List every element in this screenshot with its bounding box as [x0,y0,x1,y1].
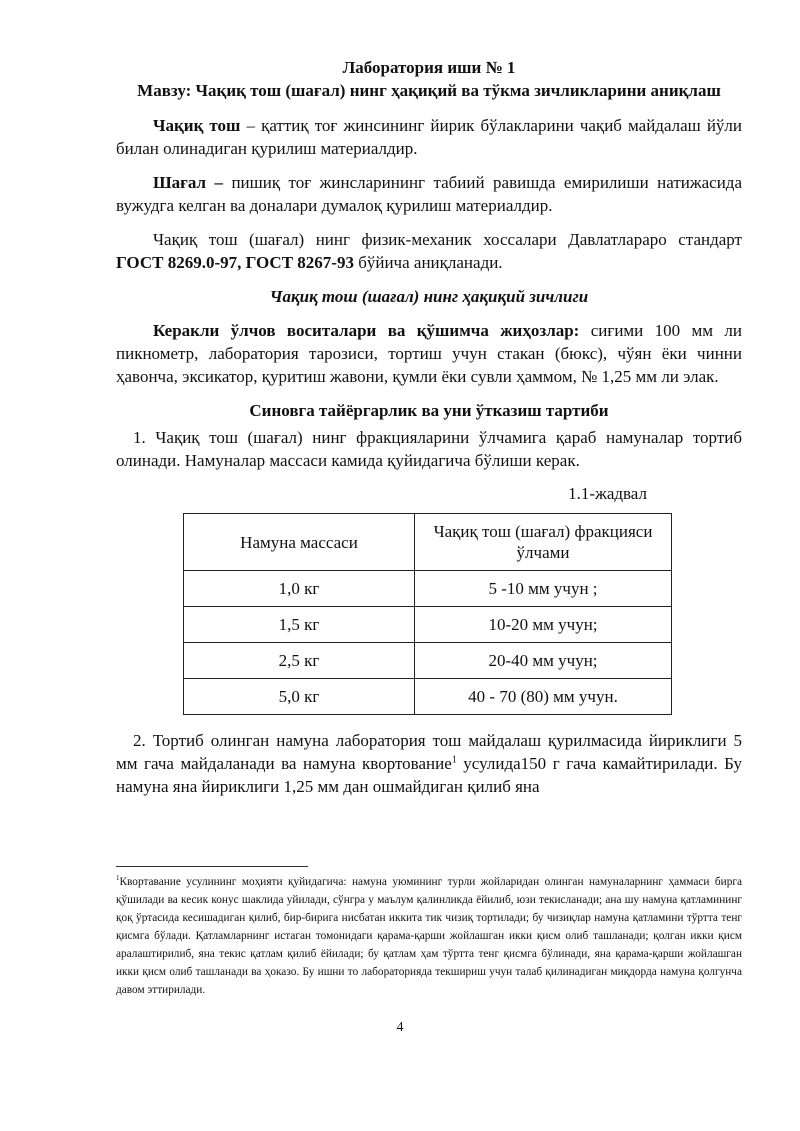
footnote [116,873,742,999]
table-cell: 5,0 кг [184,679,415,715]
term-gravel: Шағал – [153,173,224,192]
footnote-reference[interactable]: 1 [451,754,457,766]
table-header-row [184,514,672,571]
table-cell: 1,5 кг [184,607,415,643]
table-cell: 5 -10 мм учун ; [415,571,672,607]
definition-text: – қаттиқ тоғ жинсининг йирик бўлакларини чақиб майдалаш йўли билан олинадиган қурилиш материалдир. [116,116,743,158]
topic-title: Мавзу: Чақиқ тош (шағал) нинг ҳақиқий ва тўкма зичликларини аниқлаш [137,81,721,100]
table-row [184,679,672,715]
document-page [116,56,742,806]
term-crushed-stone: Чақиқ тош [153,116,241,135]
lab-work-title: Лаборатория иши № 1 [342,58,516,77]
table-cell: 20-40 мм учун; [415,643,672,679]
section-subtitle: Чақиқ тош (шағал) нинг ҳақиқий зичлиги [269,287,589,306]
gost-references: ГОСТ 8269.0-97, ГОСТ 8267-93 [116,253,354,272]
page-number: 4 [396,1020,404,1035]
table-cell: 2,5 кг [184,643,415,679]
footnote-divider [116,866,308,867]
table-cell: 10-20 мм учун; [415,607,672,643]
table-row [184,607,672,643]
table-cell: 40 - 70 (80) мм учун. [415,679,672,715]
standards-text-end: бўйича аниқланади. [353,253,503,272]
footnote-marker: 1 [116,874,120,883]
standards-text: Чақиқ тош (шағал) нинг физик-механик хоссалари Давлатлараро стандарт [153,230,742,249]
table-row [184,571,672,607]
table-row [184,643,672,679]
sample-mass-table [183,513,672,715]
footnote-text: Квортавание усулининг моҳияти қуйидагича: намуна уюмининг турли жойларидан олинган намуналарнинг ҳаммаси бирга қўшилади ва кесик конус шаклида уйилади, сўнгра у маълум қалинликда ёйилиб, юзи текисланади; ана шу намуна қатламининг қоқ ўртасида кесишадиган қилиб, бир-бирига нисбатан иккита тик чизиқ тортилади; бу чизиқлар намуна қатламини тўртта тенг қисмга бўлади. Қатламларнинг истаган томонидаги қарама-қарши жойлашган икки қисм олиб ташланади; қолган икки қисм аралаштирилиб, яна текис қатлам қилиб ёйилади; бу қатлам ҳам тўртта тенг қисмга бўлинади, яна қарама-қарши жойлашган икки қисм олиб ташланади ва ҳоказо. Бу ишни то лабораторияда текшириш учун талаб қилинадиган миқдорда намуна қолгунча давом эттирилади. [116,876,742,996]
paragraph-standards [116,228,742,274]
step-2-text-end: усулида150 г гача камайтирилади. Бу намуна яна йириклиги 1,25 мм дан ошмайдиган қилиб яна [116,754,742,796]
equipment-list: сиғими 100 мм ли пикнометр, лаборатория тарозиси, тортиш учун стакан (бюкс), чўян ёки чинни ҳавонча, эксикатор, қуритиш жавони, қумли ёки сувли ҳаммом, № 1,25 мм ли элак. [116,321,742,386]
definition-text: пишиқ тоғ жинсларининг табиий равишда емирилиши натижасида вужудга келган ва доналари думалоқ қурилиш материалдир. [116,173,742,215]
procedure-step-2 [116,729,742,798]
step-2-text: 2. Тортиб олинган намуна лаборатория тош майдалаш қурилмасида йириклиги 5 мм гача майдаланади ва намуна квортование [116,731,742,773]
procedure-step-1: 1. Чақиқ тош (шағал) нинг фракцияларини ўлчамига қараб намуналар тортиб олинади. Намуналар массаси камида қуйидагича бўлиши керак. [116,428,742,470]
table-header-cell: Намуна массаси [184,514,415,571]
table-header-cell: Чақиқ тош (шағал) фракцияси ўлчами [415,514,672,571]
paragraph-equipment [116,319,742,388]
table-cell: 1,0 кг [184,571,415,607]
paragraph-gravel-definition [116,171,742,217]
procedure-heading: Синовга тайёргарлик ва уни ўтказиш тартиби [249,401,609,420]
paragraph-crushed-stone-definition [116,114,742,160]
table-caption: 1.1-жадвал [568,484,647,503]
equipment-term: Керакли ўлчов воситалари ва қўшимча жиҳозлар: [153,321,580,340]
